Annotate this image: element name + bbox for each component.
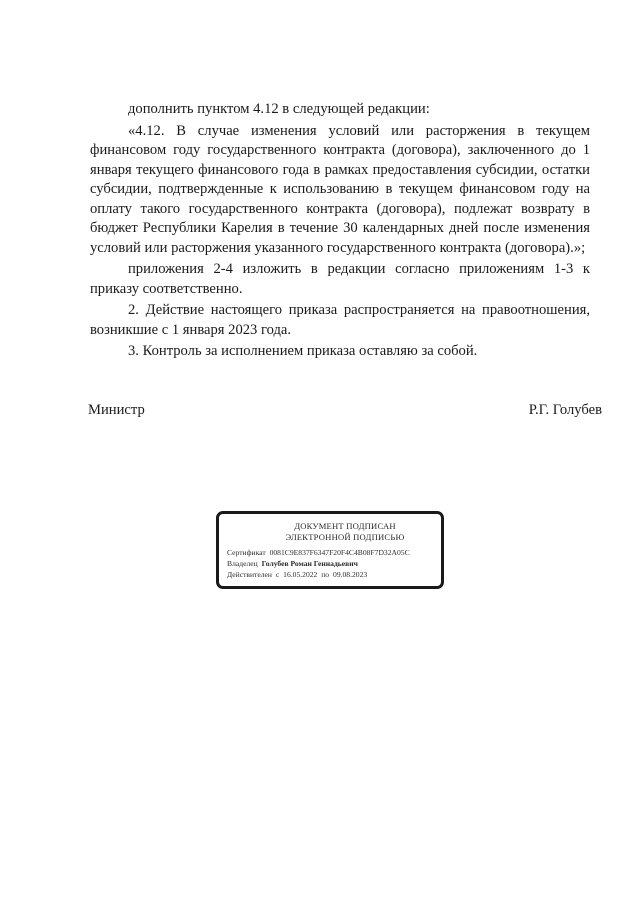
stamp-valid-from: 16.05.2022	[283, 570, 318, 580]
signer-position: Министр	[88, 402, 145, 418]
stamp-title	[249, 521, 441, 543]
stamp-valid-label: Действителен	[227, 570, 272, 580]
document-body	[90, 100, 590, 362]
paragraph-item-3: 3. Контроль за исполнением приказа оставляю за собой.	[128, 343, 478, 359]
electronic-signature-stamp	[216, 511, 444, 589]
paragraph-appendices: приложения 2-4 изложить в редакции согласно приложениям 1-3 к приказу соответственно.	[90, 261, 590, 297]
stamp-valid-from-label: с	[275, 570, 280, 580]
stamp-certificate-label: Сертификат	[227, 548, 266, 557]
stamp-owner-line	[227, 558, 441, 569]
signature-row	[88, 402, 602, 419]
stamp-title-line-1: ДОКУМЕНТ ПОДПИСАН	[294, 521, 396, 531]
paragraph-item-2: 2. Действие настоящего приказа распространяется на правоотношения, возникшие с 1 января 2023 года.	[90, 302, 590, 338]
stamp-valid-line	[227, 569, 441, 580]
stamp-title-line-2: ЭЛЕКТРОННОЙ ПОДПИСЬЮ	[285, 532, 405, 542]
stamp-valid-to-label: по	[321, 570, 330, 580]
stamp-owner-label: Владелец	[227, 559, 258, 569]
paragraph-clause-4-12: «4.12. В случае изменения условий или расторжения в текущем финансовом году государственного контракта (договора), заключенного до 1 января текущего финансового года в рамках предоставления субсидии, остатки субсидии, подтвержденные к использованию в текущем финансовом году на оплату такого государственного контракта (договора), подлежат возврату в бюджет Республики Карелия в течение 30 календарных дней после изменения условий или расторжения указанного государственного контракта (договора).»;	[90, 122, 590, 256]
stamp-owner-value: Голубев Роман Геннадьевич	[261, 559, 358, 569]
stamp-certificate-line	[227, 547, 441, 558]
paragraph-intro: дополнить пунктом 4.12 в следующей редакции:	[128, 101, 430, 117]
signer-name: Р.Г. Голубев	[528, 402, 602, 418]
stamp-details	[227, 547, 441, 581]
stamp-certificate-value: 0081C9E837F6347F20F4C4B08F7D32A05C	[269, 548, 410, 557]
stamp-valid-to: 09.08.2023	[333, 570, 368, 580]
